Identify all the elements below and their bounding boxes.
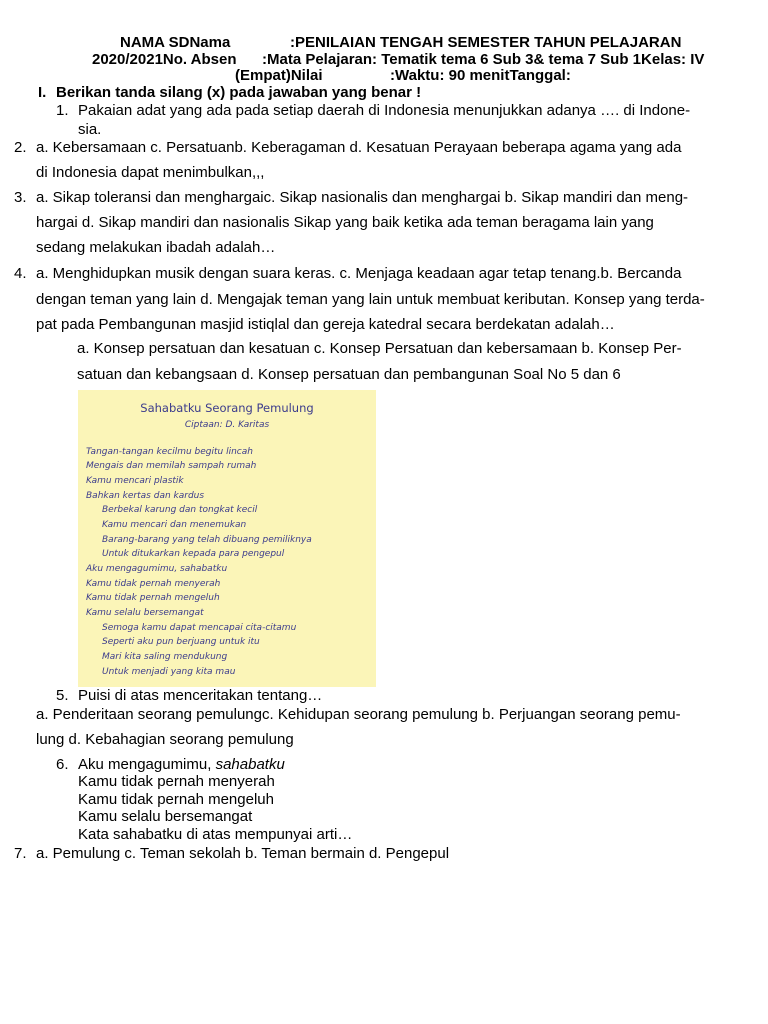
poem-line: Seperti aku pun berjuang untuk itu xyxy=(102,637,260,647)
poem-line: Mengais dan memilah sampah rumah xyxy=(86,461,257,471)
question-4-number: 4. xyxy=(14,265,27,282)
poem-line: Kamu tidak pernah menyerah xyxy=(86,579,221,589)
question-6-quote-line-1 xyxy=(78,756,285,774)
section-number: I. xyxy=(38,84,47,101)
poem-line: Bahkan kertas dan kardus xyxy=(86,491,205,501)
time-date-label: :Waktu: 90 menitTanggal: xyxy=(390,67,571,84)
poem-line: Untuk ditukarkan kepada para pengepul xyxy=(102,549,285,559)
quote-text: Aku mengagumimu, xyxy=(78,756,216,773)
exam-title: :PENILAIAN TENGAH SEMESTER TAHUN PELAJARAN xyxy=(290,34,682,51)
question-3-text: a. Sikap toleransi dan menghargaic. Sikap nasionalis dan menghargai b. Sikap mandiri dan meng- xyxy=(36,189,689,206)
question-6-quote-line-4: Kamu selalu bersemangat xyxy=(78,808,253,825)
question-2-text: a. Kebersamaan c. Persatuanb. Keberagaman d. Kesatuan Perayaan beberapa agama yang ada xyxy=(36,139,682,156)
question-6-quote-line-2: Kamu tidak pernah menyerah xyxy=(78,773,275,790)
question-5-options-cont: lung d. Kebahagian seorang pemulung xyxy=(36,731,294,748)
poem-author: Ciptaan: D. Karitas xyxy=(184,420,270,430)
poem-line: Barang-barang yang telah dibuang pemiliknya xyxy=(102,535,312,545)
poem-line: Kamu selalu bersemangat xyxy=(86,608,204,618)
poem-title: Sahabatku Seorang Pemulung xyxy=(140,401,314,415)
question-4-options-cont: satuan dan kebangsaan d. Konsep persatuan dan pembangunan Soal No 5 dan 6 xyxy=(77,366,621,383)
question-6-quote-line-3: Kamu tidak pernah mengeluh xyxy=(78,791,274,808)
poem-line: Aku mengagumimu, sahabatku xyxy=(86,564,228,574)
poem-line: Semoga kamu dapat mencapai cita-citamu xyxy=(102,623,297,633)
question-4-text-cont-2: pat pada Pembangunan masjid istiqlal dan gereja katedral secara berdekatan adalah… xyxy=(36,316,615,333)
question-5-text: Puisi di atas menceritakan tentang… xyxy=(78,687,323,704)
poem-image xyxy=(78,390,376,687)
question-1-text: Pakaian adat yang ada pada setiap daerah di Indonesia menunjukkan adanya …. di Indone- xyxy=(78,102,691,119)
question-3-text-cont-2: sedang melakukan ibadah adalah… xyxy=(36,239,276,256)
poem-line: Kamu tidak pernah mengeluh xyxy=(86,593,220,603)
question-3-number: 3. xyxy=(14,189,27,206)
question-5-number: 5. xyxy=(56,687,69,704)
question-3-text-cont: hargai d. Sikap mandiri dan nasionalis Sikap yang baik ketika ada teman beragama lain yang xyxy=(36,214,654,231)
school-year-label: 2020/2021No. Absen xyxy=(92,51,237,68)
poem-line: Mari kita saling mendukung xyxy=(102,652,228,662)
question-7-options: a. Pemulung c. Teman sekolah b. Teman bermain d. Pengepul xyxy=(36,845,450,862)
question-7-number: 7. xyxy=(14,845,27,862)
class-score-label: (Empat)Nilai xyxy=(235,67,323,84)
school-name-label: NAMA SDNama xyxy=(120,34,231,51)
question-4-text: a. Menghidupkan musik dengan suara keras. c. Menjaga keadaan agar tetap tenang.b. Bercanda xyxy=(36,265,682,282)
poem-line: Kamu mencari dan menemukan xyxy=(102,520,247,530)
poem-line: Untuk menjadi yang kita mau xyxy=(102,667,236,677)
question-6-number: 6. xyxy=(56,756,69,773)
question-4-text-cont: dengan teman yang lain d. Mengajak teman yang lain untuk membuat keributan. Konsep yang terda- xyxy=(36,291,705,308)
question-1-text-cont: sia. xyxy=(78,121,102,138)
question-1-number: 1. xyxy=(56,102,69,119)
question-2-text-cont: di Indonesia dapat menimbulkan,,, xyxy=(36,164,265,181)
question-6-prompt: Kata sahabatku di atas mempunyai arti… xyxy=(78,826,353,843)
question-2-number: 2. xyxy=(14,139,27,156)
subject-line: :Mata Pelajaran: Tematik tema 6 Sub 3& tema 7 Sub 1Kelas: IV xyxy=(262,51,705,68)
question-5-options: a. Penderitaan seorang pemulungc. Kehidupan seorang pemulung b. Perjuangan seorang pemu- xyxy=(36,706,681,723)
quote-italic-word: sahabatku xyxy=(215,756,285,773)
poem-line: Kamu mencari plastik xyxy=(86,476,184,486)
poem-line: Tangan-tangan kecilmu begitu lincah xyxy=(86,447,253,457)
question-4-options: a. Konsep persatuan dan kesatuan c. Konsep Persatuan dan kebersamaan b. Konsep Per- xyxy=(77,340,682,357)
section-instruction: Berikan tanda silang (x) pada jawaban yang benar ! xyxy=(56,84,422,101)
poem-line: Berbekal karung dan tongkat kecil xyxy=(102,505,258,515)
